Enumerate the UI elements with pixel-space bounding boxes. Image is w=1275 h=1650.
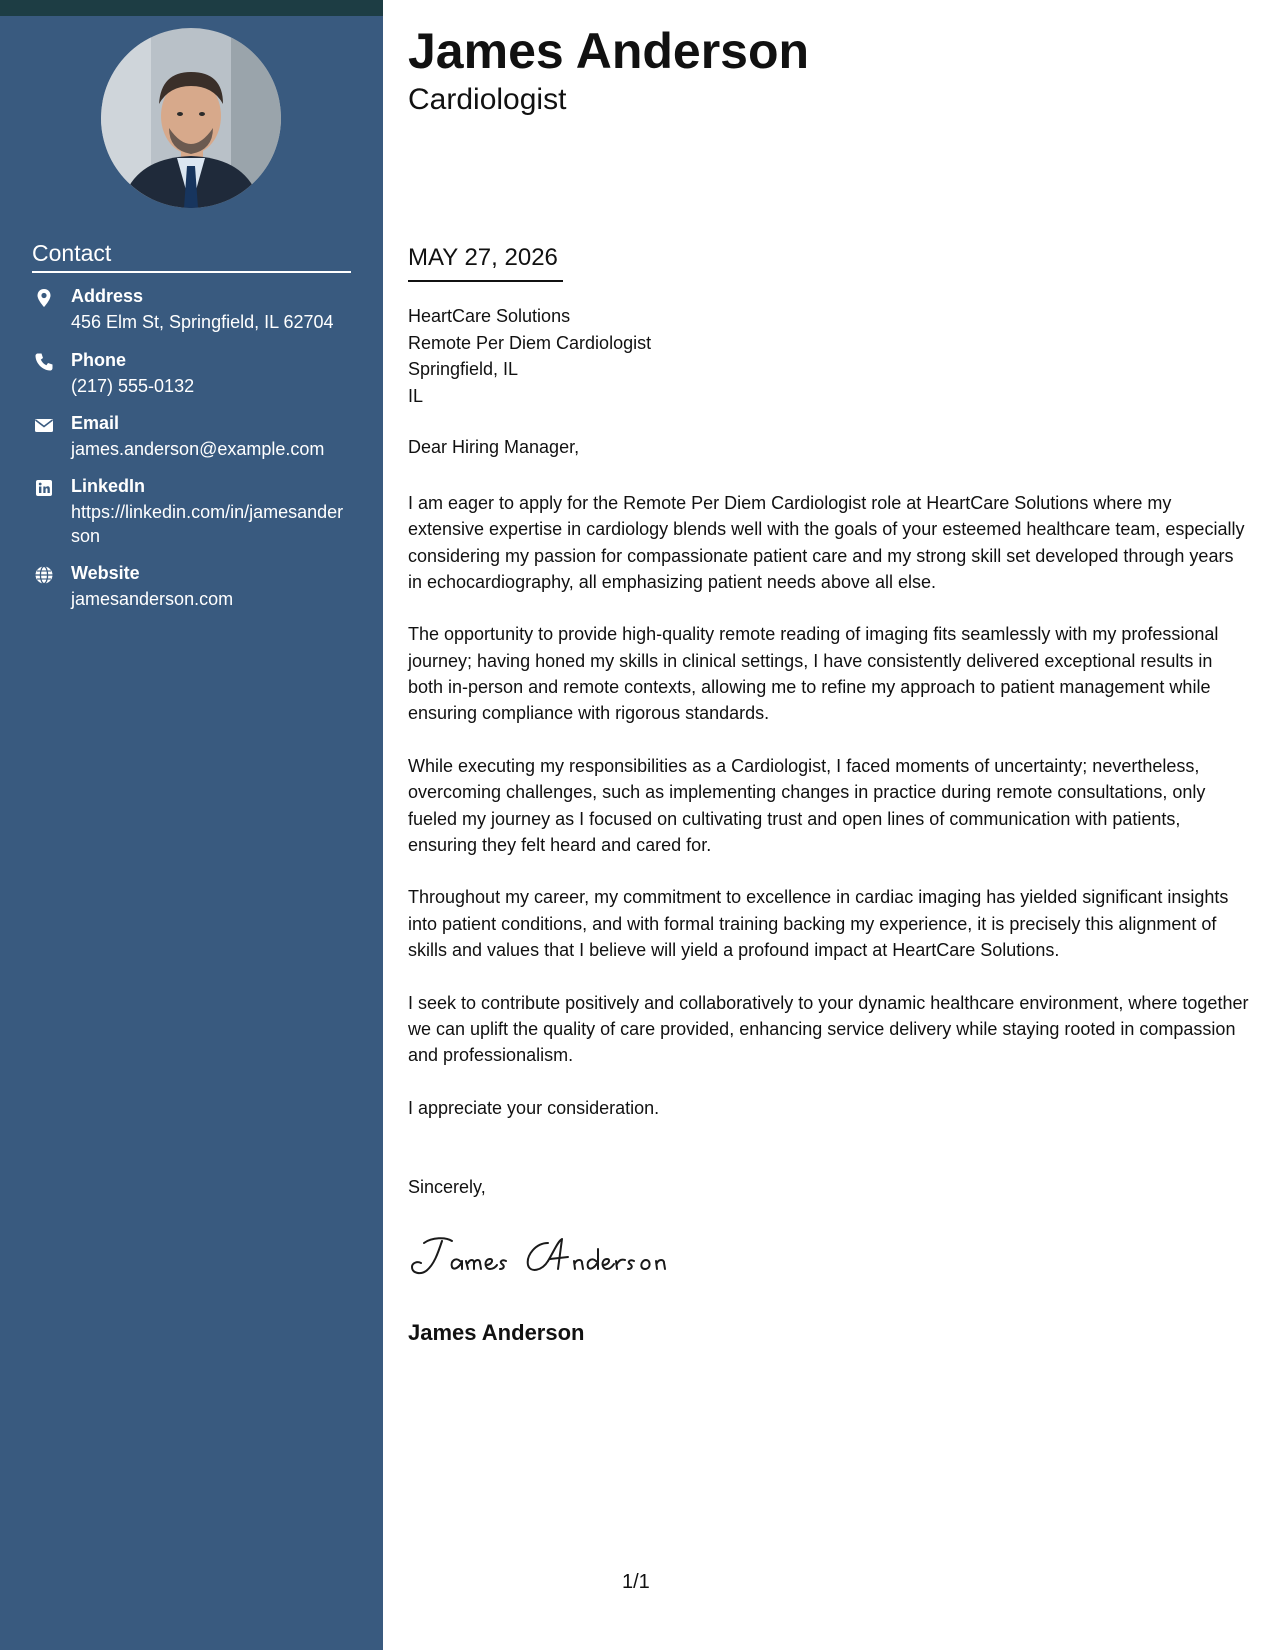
address-label: Address xyxy=(71,286,144,306)
applicant-name: James Anderson xyxy=(408,23,810,79)
linkedin-value[interactable]: https://linkedin.com/in/jamesanderson xyxy=(71,502,344,546)
body-paragraph: I seek to contribute positively and collaboratively to your dynamic healthcare environment, where together we can uplift the quality of care provided, enhancing service delivery while staying rooted in compassion and professionalism. xyxy=(408,992,1249,1066)
handwritten-signature xyxy=(408,1231,678,1281)
closing: Sincerely, xyxy=(408,1177,486,1197)
body-paragraph: Throughout my career, my commitment to excellence in cardiac imaging has yielded significant insights into patient conditions, and with formal training backing my experience, it is precisely this alignment of skills and values that I believe will yield a profound impact at HeartCare Solutions. xyxy=(408,887,1229,961)
body-paragraph: While executing my responsibilities as a Cardiologist, I faced moments of uncertainty; nevertheless, overcoming challenges, such as implementing changes in practice during remote consultations, only fueled my journey as I focused on cultivating trust and open lines of communication with patients, ensuring they felt heard and cared for. xyxy=(408,755,1206,855)
contact-divider xyxy=(32,271,351,273)
contact-heading: Contact xyxy=(32,240,112,266)
recipient-position: Remote Per Diem Cardiologist xyxy=(408,332,652,353)
sidebar-top-bar xyxy=(0,0,383,16)
address-value: 456 Elm St, Springfield, IL 62704 xyxy=(71,312,334,332)
recipient-company: HeartCare Solutions xyxy=(408,306,571,326)
body-paragraph: The opportunity to provide high-quality remote reading of imaging fits seamlessly with my professional journey; having honed my skills in clinical settings, I have consistently delivered exceptional results in both in-person and remote contexts, allowing me to refine my approach to patient management while ensuring compliance with rigorous standards. xyxy=(408,624,1219,724)
map-pin-icon xyxy=(34,288,54,308)
signed-name: James Anderson xyxy=(408,1320,585,1345)
avatar xyxy=(101,28,281,208)
globe-icon xyxy=(34,565,54,585)
page-number: 1/1 xyxy=(622,1571,650,1593)
phone-label: Phone xyxy=(71,350,127,370)
body-paragraph: I appreciate your consideration. xyxy=(408,1097,660,1118)
recipient-block xyxy=(408,303,651,409)
salutation: Dear Hiring Manager, xyxy=(408,437,580,457)
phone-icon xyxy=(34,352,54,372)
letter-body xyxy=(408,490,1250,1147)
letter-date: MAY 27, 2026 xyxy=(408,244,558,271)
body-paragraph: I am eager to apply for the Remote Per Diem Cardiologist role at HeartCare Solutions where my extensive expertise in cardiology blends well with the goals of your esteemed healthcare team, especially considering my passion for compassionate patient care and my strong skill set developed through years in echocardiography, all emphasizing patient needs above all else. xyxy=(408,493,1245,592)
date-underline xyxy=(408,280,563,282)
email-label: Email xyxy=(71,413,120,433)
website-label: Website xyxy=(71,563,140,583)
phone-value: (217) 555-0132 xyxy=(71,376,195,396)
profile-photo xyxy=(101,28,281,208)
email-value: james.anderson@example.com xyxy=(71,439,325,459)
recipient-city: Springfield, IL xyxy=(408,359,519,379)
recipient-state: IL xyxy=(408,385,424,406)
applicant-role: Cardiologist xyxy=(408,83,567,116)
linkedin-icon xyxy=(34,478,54,498)
website-value[interactable]: jamesanderson.com xyxy=(71,589,234,609)
linkedin-label: LinkedIn xyxy=(71,476,146,496)
envelope-icon xyxy=(34,415,54,435)
